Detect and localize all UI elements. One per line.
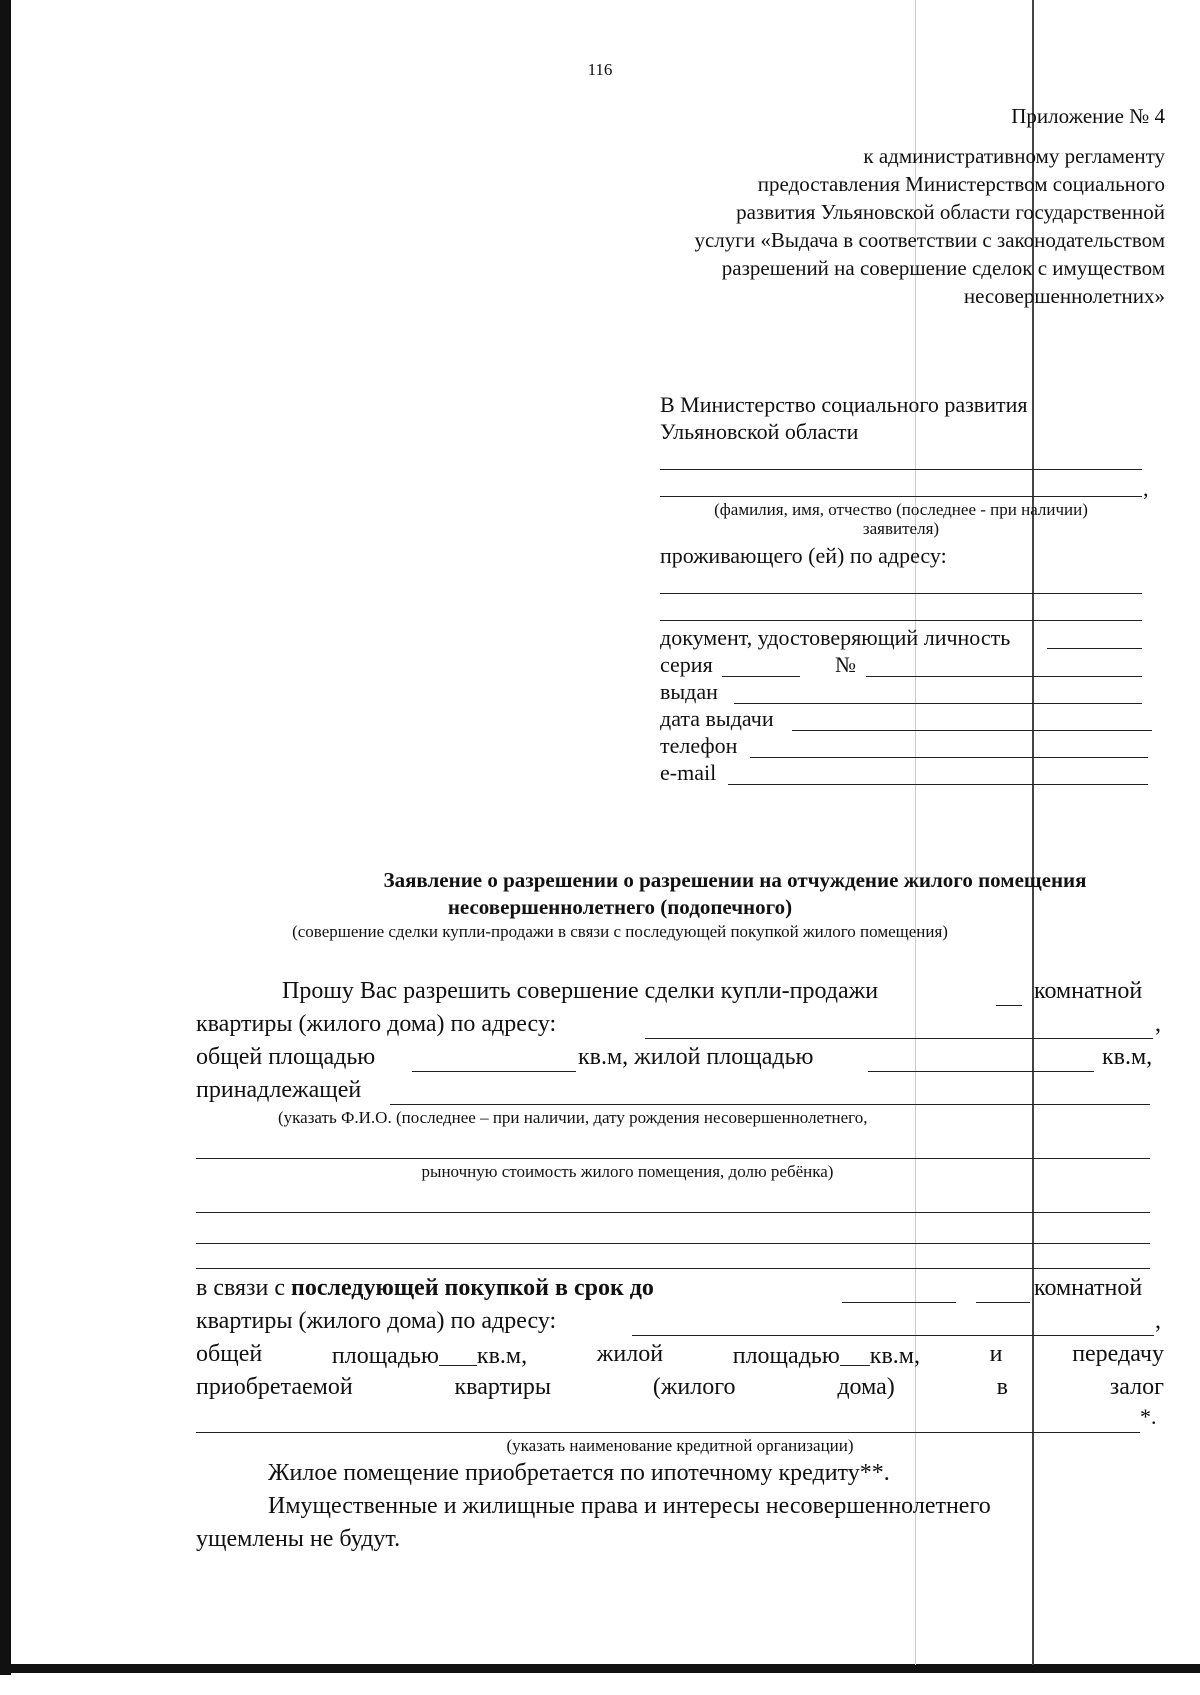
email-label: e-mail [660,760,717,785]
appendix-title: Приложение № 4 [1011,104,1165,128]
purchase-rooms-suffix: комнатной [1034,1275,1143,1301]
owner-line[interactable] [390,1104,1150,1105]
phone-label: телефон [660,733,738,758]
living-area-unit: кв.м, [1102,1044,1153,1070]
id-document-label: документ, удостоверяющий личность [660,625,1011,650]
word: дома) [837,1374,895,1400]
word: передачу [1072,1341,1164,1367]
rights-statement-end: ущемлены не будут. [196,1526,401,1552]
owner-line-4[interactable] [196,1243,1150,1244]
word: квартиры [454,1374,551,1400]
purchase-deadline-line[interactable] [842,1302,956,1303]
word: (жилого [652,1374,736,1400]
owner-label: принадлежащей [196,1077,362,1103]
word: площадью [732,1343,840,1369]
purchase-text-bold: последующей покупкой в срок до [291,1275,654,1301]
addressee-ministry: В Министерство социального развития [660,392,1028,417]
scan-border-bottom [0,1664,1200,1673]
bank-name-line[interactable] [196,1432,1140,1433]
issued-label: выдан [660,679,718,704]
word: в [996,1374,1008,1400]
request-text: Прошу Вас разрешить совершение сделки купли-продажи [282,978,879,1004]
purchase-living-area [733,1341,920,1370]
document-subtitle: (совершение сделки купли-продажи в связи с последующей покупкой жилого помещения) [292,922,948,941]
id-document-line[interactable] [1047,648,1142,649]
rooms-count-line[interactable] [996,1005,1022,1006]
word: кв.м, [869,1343,920,1369]
fio-comma: , [1143,476,1149,501]
email-line[interactable] [728,784,1148,785]
purchase-text [196,1275,654,1302]
living-area-line[interactable] [868,1071,1094,1072]
fio-line-1[interactable] [660,469,1142,470]
owner-caption: (указать Ф.И.О. (последнее – при наличии, дату рождения несовершеннолетнего, [278,1108,868,1127]
appendix-line: разрешений на совершение сделок с имуществом [721,256,1165,280]
appendix-line: услуги «Выдача в соответствии с законодательством [694,228,1165,252]
value-caption: рыночную стоимость жилого помещения, долю ребёнка) [421,1162,834,1181]
purchase-living-area-line[interactable] [840,1341,870,1366]
appendix-line: несовершеннолетних» [963,284,1165,308]
purchase-address-line[interactable] [632,1335,1154,1336]
living-area-label: кв.м, жилой площадью [578,1044,814,1070]
scan-border-left [0,0,11,1675]
purchase-total-area-line[interactable] [439,1341,477,1366]
purchase-text-start: в связи с [196,1275,286,1301]
word: жилой [596,1341,664,1367]
word: залог [1109,1374,1164,1400]
rights-statement: Имущественные и жилищные права и интересы несовершеннолетнего [268,1493,991,1519]
appendix-line: к административному регламенту [863,144,1165,168]
address-line-2[interactable] [660,620,1142,621]
appendix-line: развития Ульяновской области государственной [736,200,1165,224]
total-area-line[interactable] [412,1071,576,1072]
issued-line[interactable] [734,703,1142,704]
fio-caption-2: заявителя) [862,519,940,538]
fio-line-2[interactable] [660,496,1142,497]
issue-date-line[interactable] [792,730,1152,731]
document-heading: Заявление о разрешении о разрешении на отчуждение жилого помещения [383,868,1087,892]
total-area-label: общей площадью [196,1044,376,1070]
purchase-address-comma: , [1155,1308,1161,1334]
purchase-area-row [196,1341,1164,1370]
purchase-address-label: квартиры (жилого дома) по адресу: [196,1308,557,1334]
purchase-total-area [332,1341,527,1370]
rooms-suffix: комнатной [1034,978,1143,1004]
mortgage-statement: Жилое помещение приобретается по ипотечному кредиту**. [268,1460,890,1486]
purchase-rooms-line[interactable] [976,1302,1030,1303]
owner-line-3[interactable] [196,1212,1150,1213]
address-line-1[interactable] [660,593,1142,594]
series-line[interactable] [722,676,800,677]
addressee-region: Ульяновской области [660,419,859,444]
owner-line-5[interactable] [196,1268,1150,1269]
appendix-line: предоставления Министерством социального [757,172,1165,196]
page-number: 116 [587,60,613,79]
word: и [989,1341,1003,1367]
apartment-address-label: квартиры (жилого дома) по адресу: [196,1011,557,1037]
address-comma: , [1155,1011,1161,1037]
word: приобретаемой [196,1374,353,1400]
address-label: проживающего (ей) по адресу: [660,543,947,568]
number-label: № [835,652,856,677]
pledge-row [196,1374,1164,1401]
issue-date-label: дата выдачи [660,706,774,731]
number-line[interactable] [866,676,1142,677]
series-label: серия [660,652,713,677]
fio-caption: (фамилия, имя, отчество (последнее - при наличии) [714,500,1088,519]
word: площадью [331,1343,439,1369]
phone-line[interactable] [750,757,1148,758]
word: кв.м, [476,1343,528,1369]
footnote-marker: *. [1140,1404,1157,1429]
bank-caption: (указать наименование кредитной организации) [506,1436,854,1455]
word: общей [196,1341,263,1367]
owner-line-2[interactable] [196,1158,1150,1159]
apartment-address-line[interactable] [645,1038,1153,1039]
document-heading-line2: несовершеннолетнего (подопечного) [447,895,793,919]
